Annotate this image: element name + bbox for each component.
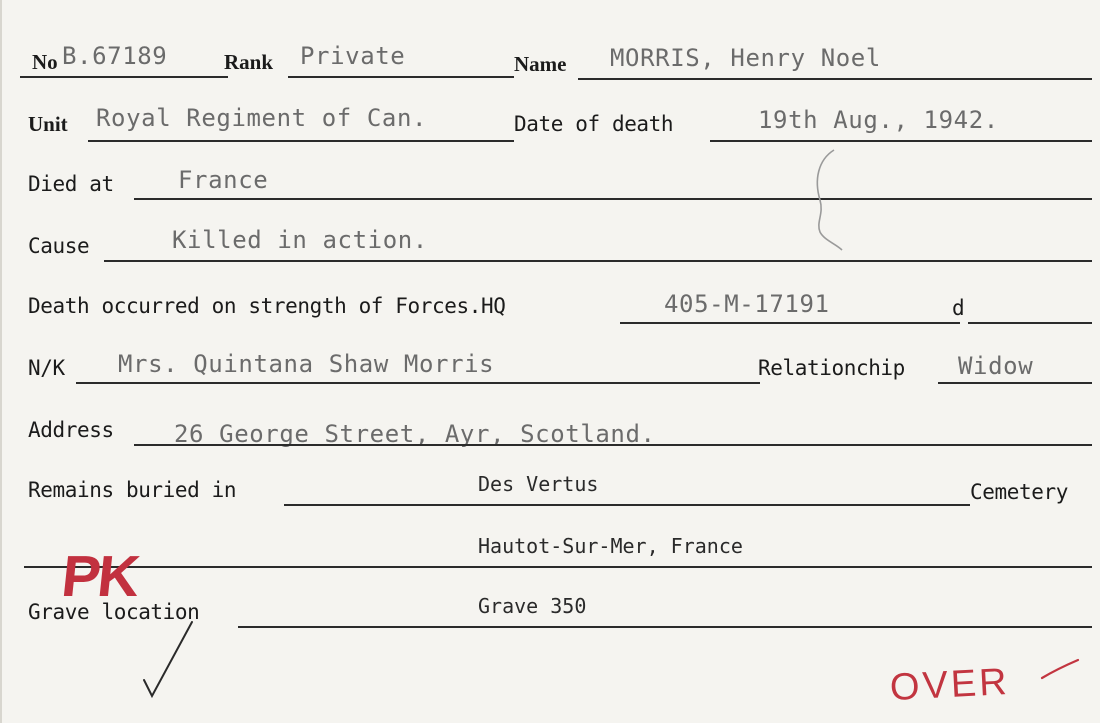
red-stamp: PK bbox=[58, 544, 141, 609]
address-label: Address bbox=[28, 418, 114, 442]
cause-value: Killed in action. bbox=[172, 226, 428, 254]
next-of-kin-value: Mrs. Quintana Shaw Morris bbox=[118, 350, 495, 378]
cemetery-name: Des Vertus bbox=[478, 472, 599, 496]
died-at-label: Died at bbox=[28, 172, 114, 196]
unit-value: Royal Regiment of Can. bbox=[96, 104, 428, 132]
service-number-label: No bbox=[32, 50, 58, 74]
grave-location-label: Grave location bbox=[28, 600, 200, 624]
name-value: MORRIS, Henry Noel bbox=[610, 44, 881, 72]
cause-label: Cause bbox=[28, 234, 90, 258]
relationship-value: Widow bbox=[958, 352, 1034, 380]
strength-label: Death occurred on strength of Forces.HQ bbox=[28, 294, 506, 318]
cemetery-location: Hautot-Sur-Mer, France bbox=[478, 534, 743, 558]
rank-value: Private bbox=[300, 42, 406, 70]
remains-buried-label: Remains buried in bbox=[28, 478, 237, 502]
cemetery-label: Cemetery bbox=[970, 480, 1068, 504]
name-label: Name bbox=[514, 52, 567, 76]
grave-value: Grave 350 bbox=[478, 594, 587, 618]
next-of-kin-label: N/K bbox=[28, 356, 65, 380]
pencil-bracket-mark bbox=[817, 150, 842, 250]
handwritten-marks bbox=[2, 0, 1100, 723]
address-value: 26 George Street, Ayr, Scotland. bbox=[174, 420, 656, 448]
relationship-label: Relationchip bbox=[758, 356, 905, 380]
strength-value: 405-M-17191 bbox=[664, 290, 830, 318]
rank-label: Rank bbox=[224, 50, 274, 74]
unit-label: Unit bbox=[28, 112, 68, 136]
strength-suffix: d bbox=[952, 296, 965, 320]
died-at-value: France bbox=[178, 166, 269, 194]
service-number-value: B.67189 bbox=[62, 42, 168, 70]
over-note: OVER bbox=[888, 660, 1011, 710]
date-of-death-label: Date of death bbox=[514, 112, 674, 136]
over-dash-mark bbox=[1042, 660, 1078, 678]
check-mark-icon bbox=[144, 622, 192, 696]
date-of-death-value: 19th Aug., 1942. bbox=[758, 106, 999, 134]
